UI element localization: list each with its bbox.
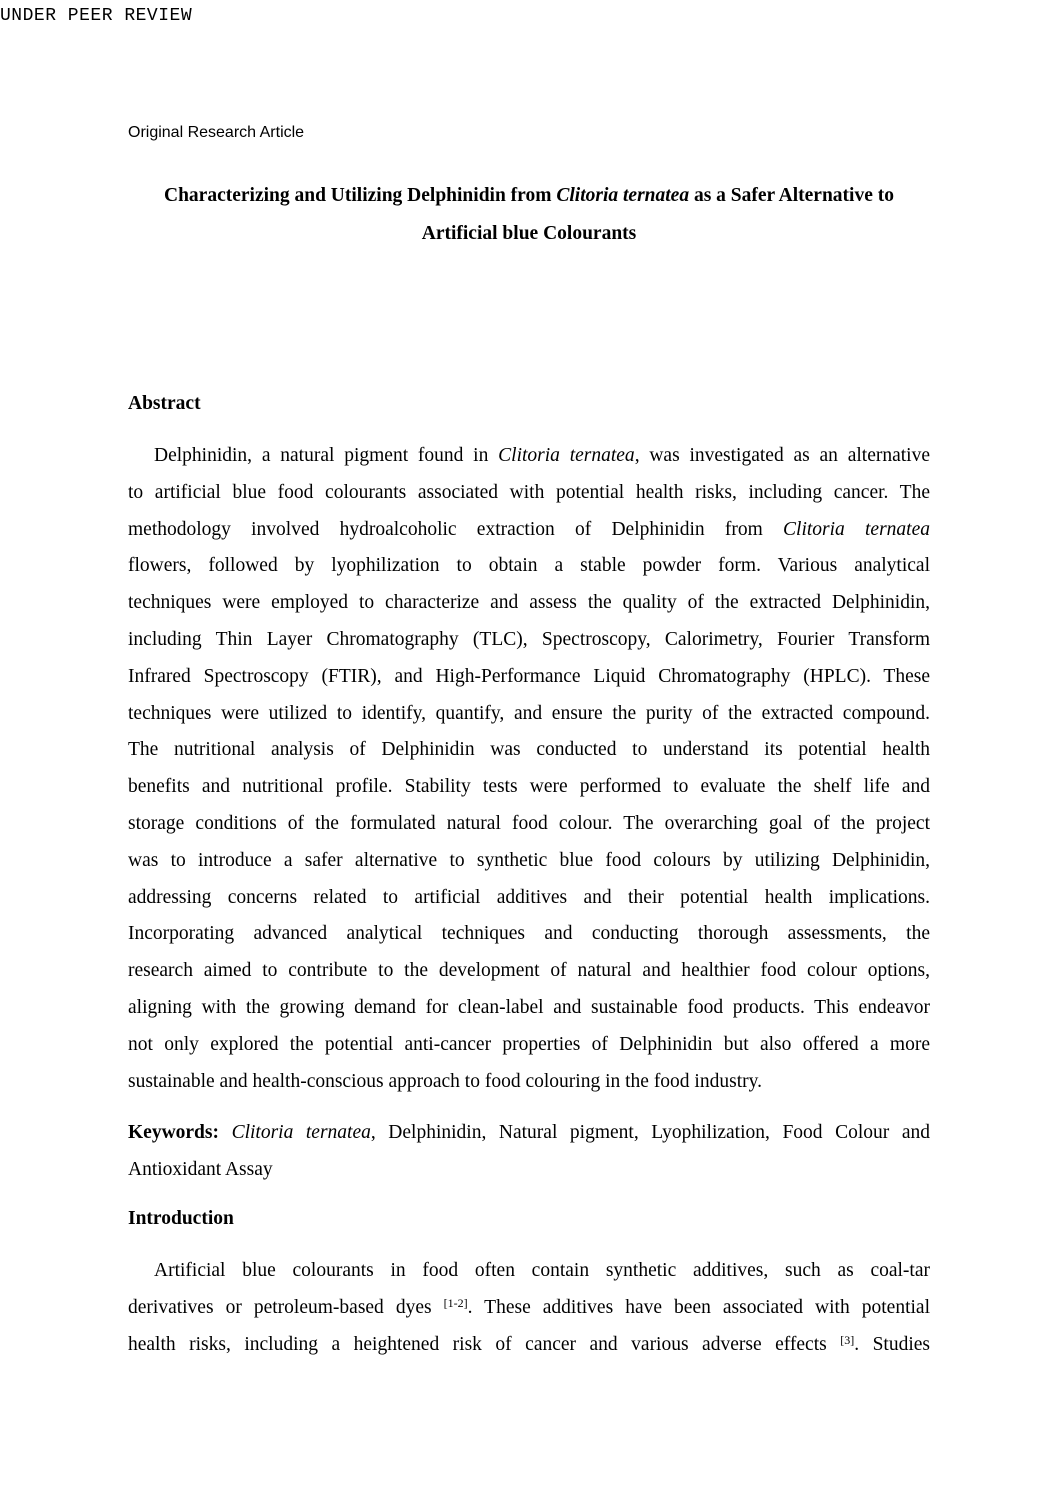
text-segment: Clitoria ternatea: [783, 518, 930, 540]
text-line: [128, 553, 930, 590]
text-line: [128, 811, 930, 848]
text-line: [128, 1032, 930, 1069]
text-segment: Delphinidin, a natural pigment found in: [154, 445, 499, 466]
text-line: [128, 995, 930, 1032]
text-segment: The nutritional analysis of Delphinidin was conducted to understand its potential health: [128, 739, 930, 761]
text-line: [128, 1157, 930, 1194]
text-line: [128, 1332, 930, 1369]
text-segment: to artificial blue food colourants associated with potential health risks, including cancer. The: [128, 481, 930, 503]
text-line: [128, 701, 930, 738]
text-segment: , was investigated as an alternative: [634, 445, 930, 466]
text-line: [128, 885, 930, 922]
title-line-1: [128, 185, 930, 207]
text-line: [128, 1069, 930, 1106]
text-segment: not only explored the potential anti-cancer properties of Delphinidin but also offered a more: [128, 1033, 930, 1055]
text-segment: Infrared Spectroscopy (FTIR), and High-Performance Liquid Chromatography (HPLC). These: [128, 665, 930, 687]
text-line: [128, 848, 930, 885]
text-segment: was to introduce a safer alternative to synthetic blue food colours by utilizing Delphinidin,: [128, 849, 930, 871]
text-segment: Antioxidant Assay: [128, 1158, 273, 1180]
text-line: [128, 1295, 930, 1332]
text-segment: health risks, including a heightened risk of cancer and various adverse effects: [128, 1333, 841, 1355]
citation: [1-2]: [443, 1295, 468, 1310]
text-line: [128, 958, 930, 995]
text-segment: including Thin Layer Chromatography (TLC), Spectroscopy, Calorimetry, Fourier Transform: [128, 628, 930, 650]
abstract-heading: Abstract: [128, 393, 201, 414]
text-line: [128, 443, 930, 480]
text-segment: Clitoria ternatea: [498, 445, 635, 466]
text-segment: . These additives have been associated with potential: [467, 1296, 930, 1318]
text-segment: . Studies: [854, 1333, 930, 1355]
text-segment: benefits and nutritional profile. Stability tests were performed to evaluate the shelf life and: [128, 776, 930, 798]
introduction-heading: Introduction: [128, 1208, 234, 1229]
text-segment: techniques were utilized to identify, quantify, and ensure the purity of the extracted compound.: [128, 702, 930, 724]
text-segment: storage conditions of the formulated natural food colour. The overarching goal of the project: [128, 812, 930, 834]
text-line: [128, 1120, 930, 1157]
title-line-2: [128, 223, 930, 245]
text-line: [128, 664, 930, 701]
text-segment: , Delphinidin, Natural pigment, Lyophilization, Food Colour and: [370, 1122, 930, 1143]
introduction-body: [128, 1258, 930, 1368]
text-segment: derivatives or petroleum-based dyes: [128, 1296, 444, 1318]
text-segment: methodology involved hydroalcoholic extraction of Delphinidin from: [128, 518, 784, 540]
text-segment: sustainable and health-conscious approach to food colouring in the food industry.: [128, 1070, 762, 1092]
text-segment: Clitoria ternatea: [556, 185, 690, 206]
text-segment: Characterizing and Utilizing Delphinidin from: [163, 185, 557, 206]
text-segment: techniques were employed to characterize and assess the quality of the extracted Delphinidin,: [128, 592, 930, 614]
text-segment: Keywords:: [128, 1122, 232, 1143]
text-segment: aligning with the growing demand for clean-label and sustainable food products. This endeavor: [128, 996, 930, 1018]
text-line: [128, 517, 930, 554]
peer-review-watermark: UNDER PEER REVIEW: [0, 6, 193, 26]
text-segment: as a Safer Alternative to: [689, 185, 894, 206]
text-segment: flowers, followed by lyophilization to obtain a stable powder form. Various analytical: [128, 555, 930, 577]
text-line: [128, 737, 930, 774]
citation: [3]: [840, 1332, 855, 1347]
keywords: [128, 1120, 930, 1194]
text-segment: Artificial blue Colourants: [421, 223, 637, 244]
text-segment: Incorporating advanced analytical techniques and conducting thorough assessments, the: [128, 923, 930, 945]
text-line: [128, 921, 930, 958]
text-line: [128, 627, 930, 664]
text-line: [128, 480, 930, 517]
abstract-body: [128, 443, 930, 1105]
text-line: [128, 1258, 930, 1295]
text-segment: research aimed to contribute to the development of natural and healthier food colour options,: [128, 960, 930, 982]
text-segment: Artificial blue colourants in food often contain synthetic additives, such as coal-tar: [154, 1260, 930, 1281]
text-segment: addressing concerns related to artificial additives and their potential health implications.: [128, 886, 930, 908]
text-line: [128, 590, 930, 627]
article-type: Original Research Article: [128, 124, 305, 141]
text-line: [128, 774, 930, 811]
text-segment: Clitoria ternatea: [231, 1122, 371, 1143]
